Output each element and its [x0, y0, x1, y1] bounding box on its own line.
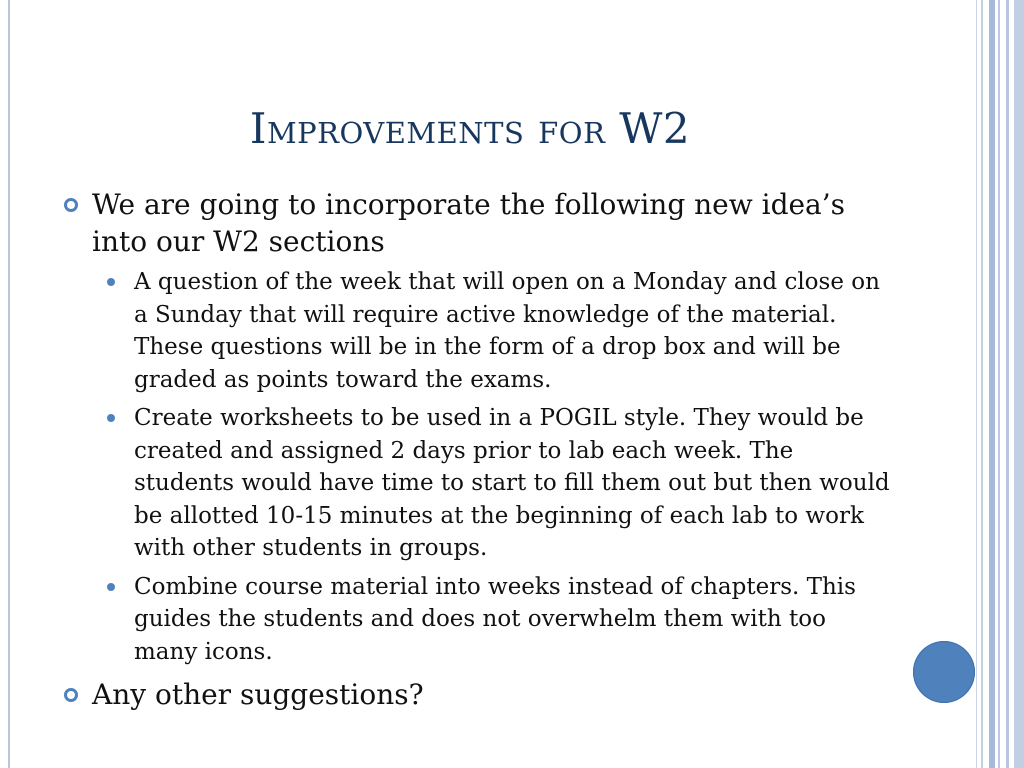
bullet-text: Any other suggestions? [92, 678, 424, 711]
bullet-level1 [60, 186, 890, 260]
decorative-circle [913, 641, 975, 703]
bullet-text: We are going to incorporate the following new idea’s into our W2 sections [92, 188, 846, 258]
ring-bullet-icon [64, 688, 78, 702]
subbullet-text: Combine course material into weeks instead of chapters. This guides the students and does not overwhelm them with too many icons. [134, 573, 856, 665]
subbullet [60, 266, 890, 396]
ring-bullet-icon [64, 198, 78, 212]
subbullet [60, 571, 890, 669]
slide-title: Improvements for W2 [249, 104, 691, 153]
subbullet [60, 402, 890, 565]
slide-body [60, 186, 890, 713]
bullet-level1 [60, 676, 890, 713]
subbullet-text: Create worksheets to be used in a POGIL style. They would be created and assigned 2 days prior to lab each week. The students would have time to start to fill them out but then would be allotted 10-15 minutes at the beginning of each lab to work with other students in groups. [134, 405, 890, 561]
dot-bullet-icon [107, 583, 115, 591]
subbullet-text: A question of the week that will open on a Monday and close on a Sunday that will require active knowledge of the material. These questions will be in the form of a drop box and will be graded as points toward the exams. [134, 269, 880, 393]
dot-bullet-icon [107, 278, 115, 286]
right-decorative-stripes [976, 0, 1024, 768]
dot-bullet-icon [107, 414, 115, 422]
